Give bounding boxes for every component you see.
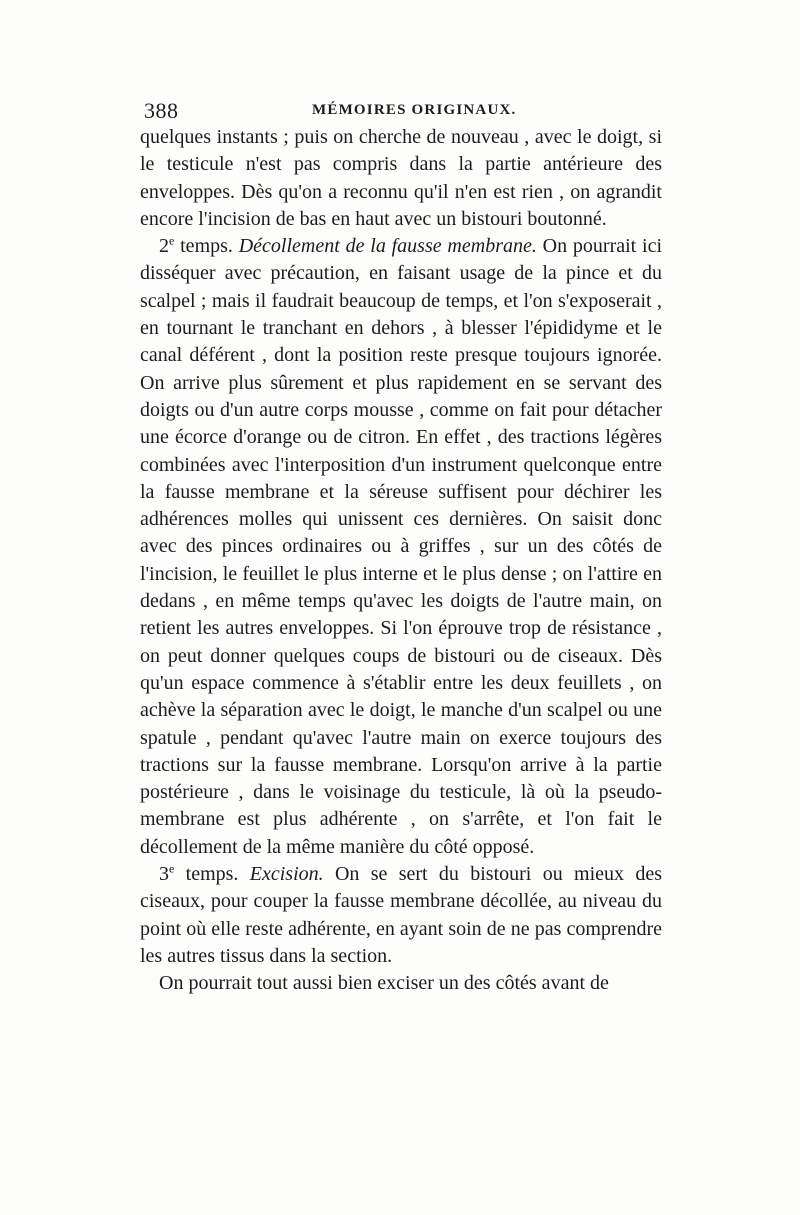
step-ordinal-suffix: e — [169, 233, 175, 248]
paragraph-text: On se sert du bistouri ou mieux des ciseaux, pour couper la fausse membrane décollée, au niveau du point où elle reste adhérente, en ayant soin de ne pas comprendre les autres tissus dans la section. — [140, 863, 662, 967]
step-word: temps. — [174, 235, 239, 258]
step-title: Décollement de la fausse membrane. — [238, 235, 537, 258]
paragraph-text: On pourrait tout aussi bien exciser un des côtés avant de — [159, 972, 609, 995]
page-number: 388 — [144, 98, 179, 123]
step-word: temps. — [174, 863, 250, 886]
step-number: 3 — [159, 863, 169, 886]
paragraph-text: On pourrait ici disséquer avec précaution, en faisant usage de la pince et du scalpel ; mais il faudrait beaucoup de temps, et l'on s'exposerait , en tournant le tranchant en dehors , à blesser l'épididyme et le canal déférent , dont la position reste presque toujours ignorée. On arrive plus sûrement et plus rapidement en se servant des doigts ou d'un autre corps mousse , comme on fait pour détacher une écorce d'orange ou de citron. En effet , des tractions légères combinées avec l'interposition d'un instrument quelconque entre la fausse membrane et la séreuse suffisent pour déchirer les adhérences molles qui unissent ces dernières. On saisit donc avec des pinces ordinaires ou à griffes , sur un des côtés de l'incision, le feuillet le plus interne et le plus dense ; on l'attire en dedans , en même temps qu'avec les doigts de l'autre main, on retient les autres enveloppes. Si l'on éprouve trop de résistance , on peut donner quelques coups de bistouri ou de ciseaux. Dès qu'un espace commence à s'établir entre les deux feuillets , on achève la séparation avec le doigt, le manche d'un scalpel ou une spatule , pendant qu'avec l'autre main on exerce toujours des tractions sur la fausse membrane. Lorsqu'on arrive à la partie postérieure , dans le voisinage du testicule, là où la pseudo-membrane est plus adhérente , on s'arrête, et l'on fait le décollement de la même manière du côté opposé. — [140, 235, 663, 858]
step-ordinal-suffix: e — [169, 861, 175, 876]
step-number: 2 — [159, 235, 169, 258]
paragraph-final — [140, 970, 662, 997]
body-text — [140, 124, 662, 998]
step-title: Excision. — [249, 863, 324, 886]
paragraph-text: quelques instants ; puis on cherche de nouveau , avec le doigt, si le testicule n'est pas compris dans la partie antérieure des enveloppes. Dès qu'on a reconnu qu'il n'en est rien , on agrandit encore l'incision de bas en haut avec un bistouri boutonné. — [140, 126, 662, 230]
paragraph-continuation — [140, 124, 662, 233]
running-title: MÉMOIRES ORIGINAUX. — [312, 102, 517, 118]
paragraph-step-3 — [140, 861, 662, 970]
page-header — [144, 98, 664, 126]
paragraph-step-2 — [140, 233, 662, 861]
